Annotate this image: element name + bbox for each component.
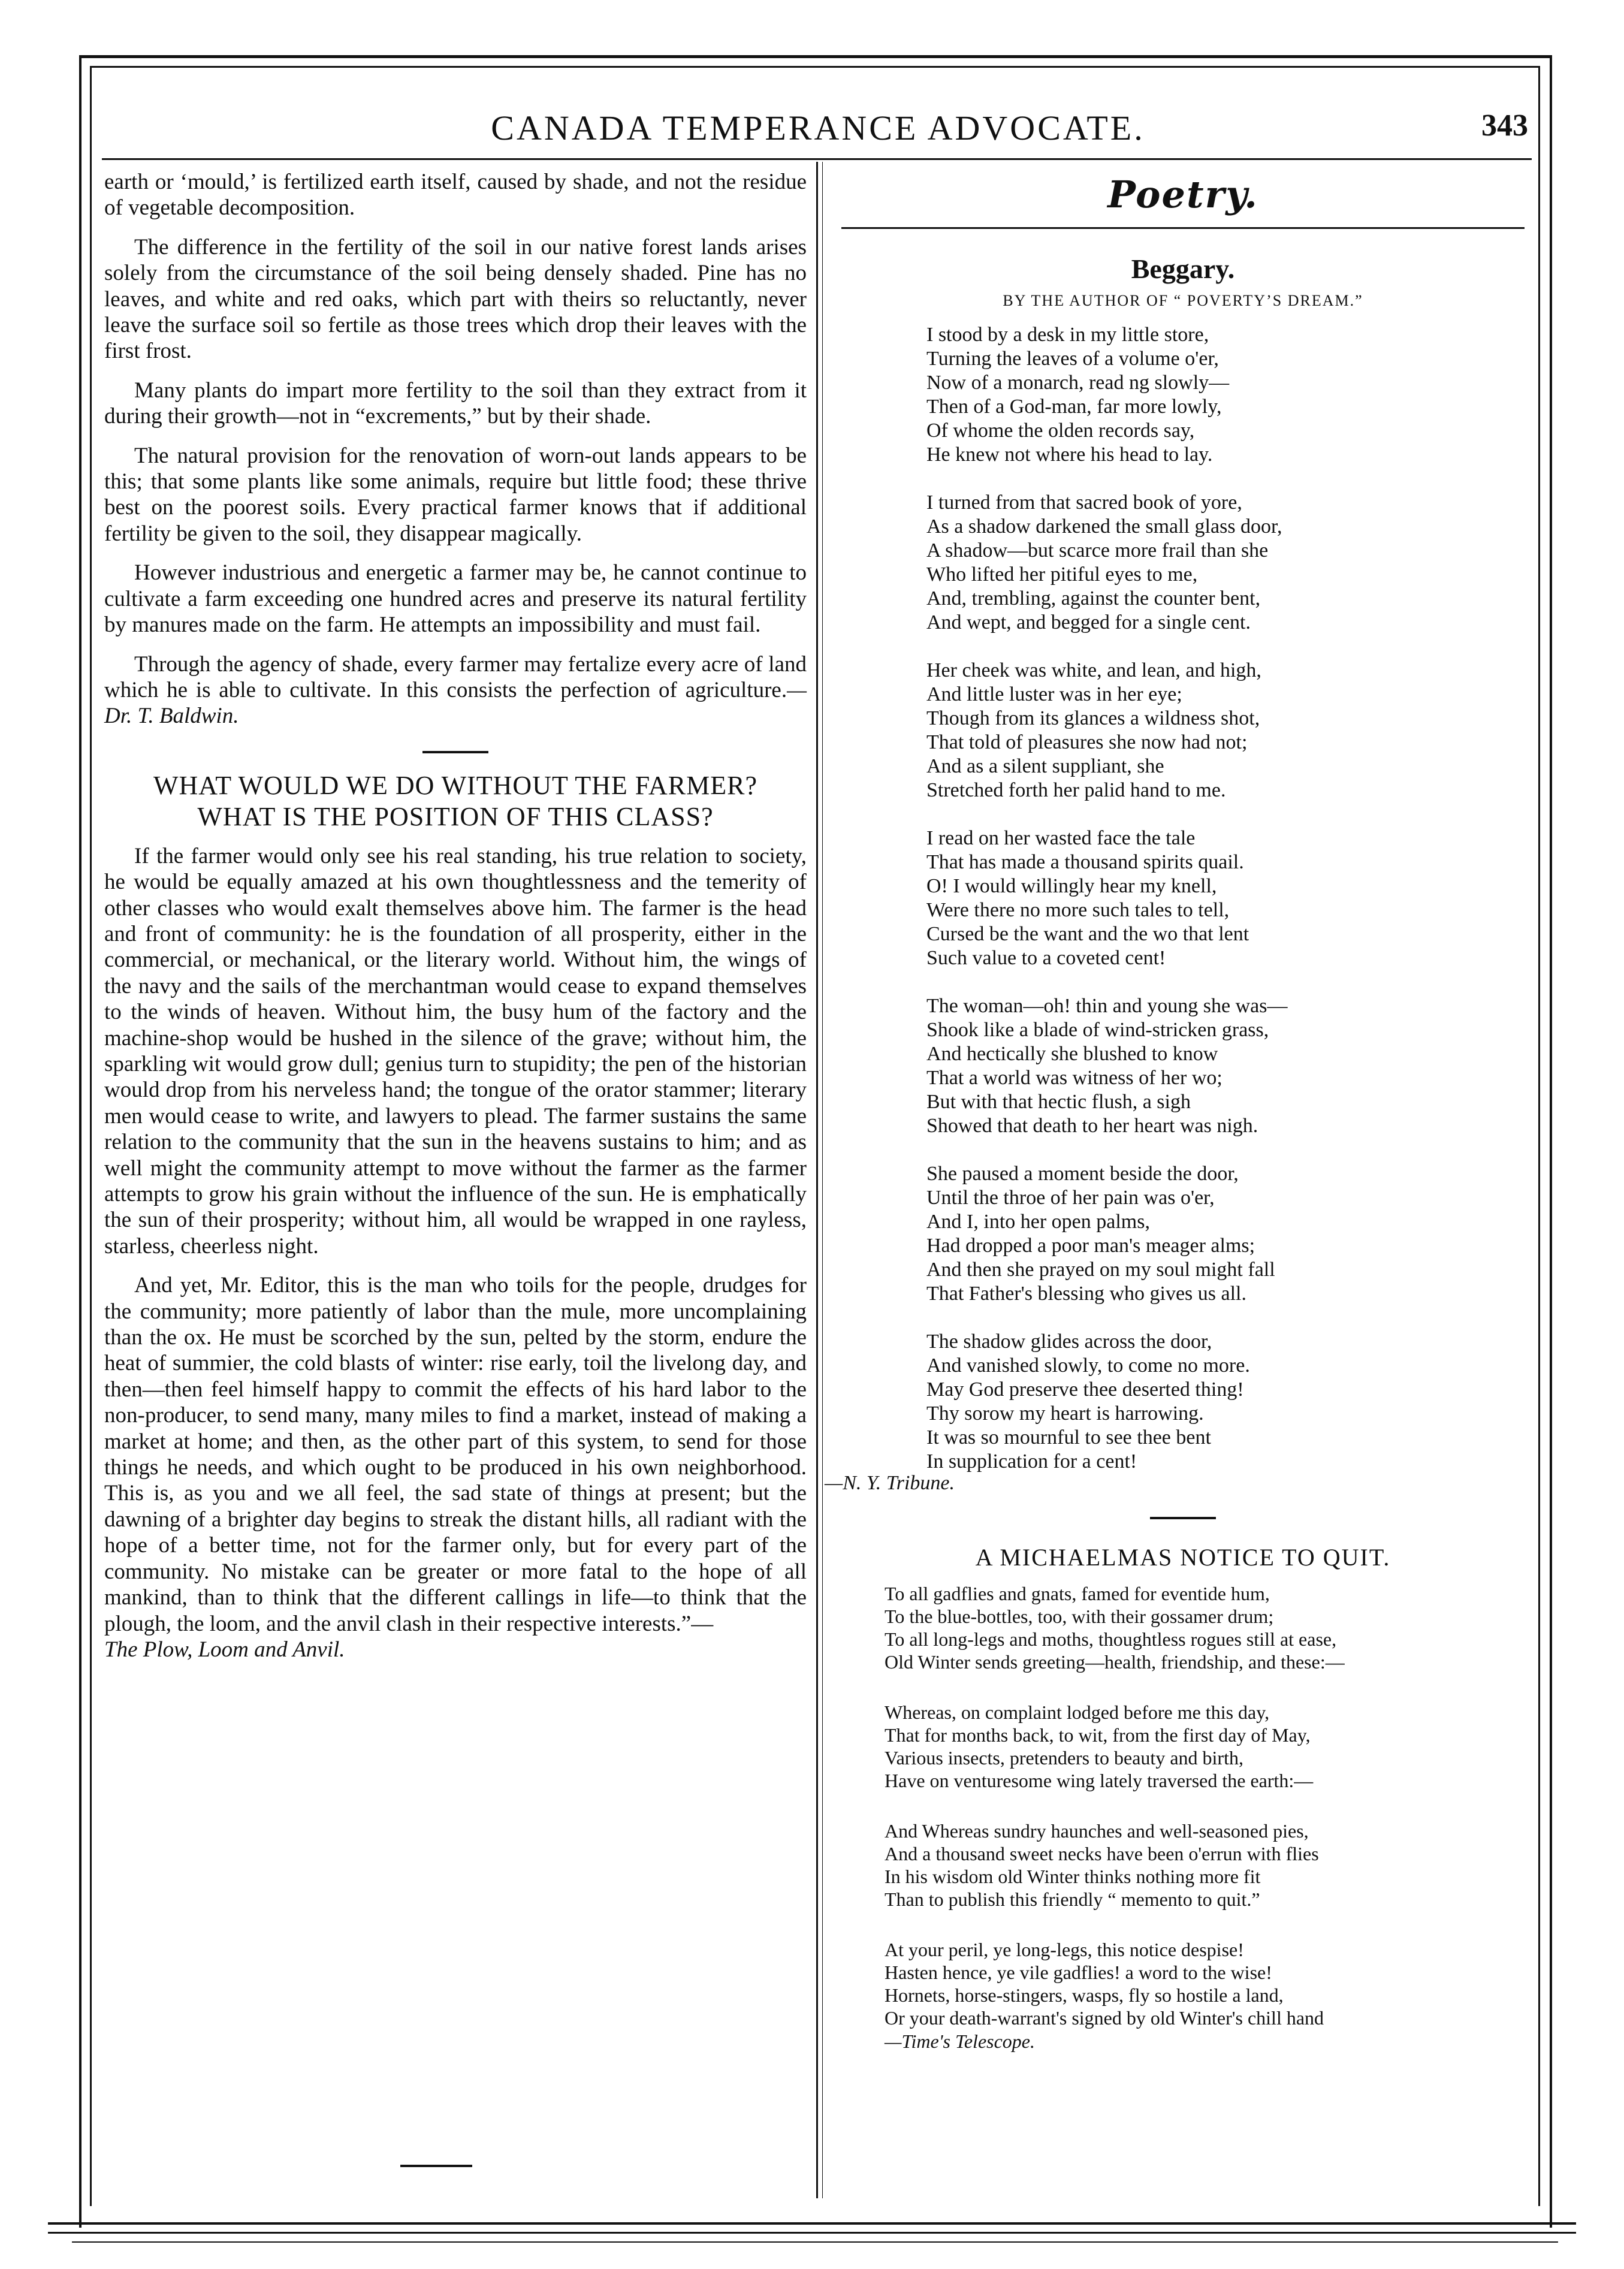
stanza [926, 1330, 1529, 1474]
header-rule [102, 158, 1532, 160]
poem-byline: BY THE AUTHOR OF “ POVERTY’S DREAM.” [1003, 292, 1363, 309]
publication-title: CANADA TEMPERANCE ADVOCATE. [491, 108, 1145, 147]
verse-line: Now of a monarch, read ng slowly— [926, 372, 1230, 394]
verse-line: Stretched forth her palid hand to me. [926, 779, 1226, 801]
verse-line: In supplication for a cent! [926, 1450, 1137, 1473]
section-divider [422, 751, 488, 753]
stanza [926, 323, 1529, 467]
verse-line: That for months back, to wit, from the first day of May, [885, 1724, 1311, 1746]
verse-line: And then she prayed on my soul might fall [926, 1259, 1275, 1281]
stanza [926, 1162, 1529, 1306]
author-credit: — Dr. T. Baldwin. [104, 677, 807, 729]
stanza [926, 659, 1529, 802]
verse-line: The shadow glides across the door, [926, 1330, 1212, 1353]
headline-line: WHAT IS THE POSITION OF THIS CLASS? [197, 801, 714, 831]
verse-line: He knew not where his head to lay. [926, 443, 1213, 466]
verse-line: To all gadflies and gnats, famed for eventide hum, [885, 1583, 1270, 1604]
stanza [885, 1582, 1529, 1673]
verse-line: A shadow—but scarce more frail than she [926, 539, 1269, 562]
verse-line: And, trembling, against the counter bent, [926, 587, 1261, 610]
verse-line: Of whome the olden records say, [926, 420, 1195, 442]
bottom-rule [48, 2222, 1576, 2225]
verse-line: She paused a moment beside the door, [926, 1163, 1239, 1185]
verse-line: That told of pleasures she now had not; [926, 731, 1248, 753]
verse-line: I stood by a desk in my little store, [926, 324, 1209, 346]
stanza [926, 994, 1529, 1138]
section-rule [841, 227, 1525, 229]
verse-line: In his wisdom old Winter thinks nothing more fit [885, 1866, 1261, 1887]
verse-line: Had dropped a poor man's meager alms; [926, 1235, 1255, 1257]
left-column [104, 169, 807, 1676]
paragraph: However industrious and energetic a farmer may be, he cannot continue to cultivate a farm exceeding one hundred acres and preserve its natural fertility by manures made on the farm. He attempts an impossibility and must fail. [104, 560, 807, 638]
bottom-rule [72, 2241, 1558, 2243]
verse-line: To all long-legs and moths, thoughtless rogues still at ease, [885, 1628, 1337, 1650]
bottom-rule [48, 2232, 1576, 2234]
verse-line: Whereas, on complaint lodged before me this day, [885, 1701, 1270, 1723]
verse-line: That a world was witness of her wo; [926, 1067, 1222, 1089]
verse-line: And little luster was in her eye; [926, 683, 1182, 705]
verse-line: It was so mournful to see thee bent [926, 1426, 1211, 1449]
paragraph: If the farmer would only see his real standing, his true relation to society, he would be equally amazed at his own thoughtlessness and the temerity of other classes who would exalt themselves above him. The farmer is the head and front of community: he is the foundation of all prosperity, either in the commercial, or mechanical, or the literary world. Without him, the wings of the navy and the sails of the merchantman would cease to expand themselves to the winds of heaven. Without him, the busy hum of the factory and the machine-shop would be hushed in the silence of the grave; without him, the sparkling wit would grow dull; genius turn to stupidity; the pen of the historian would drop from his nerveless hand; the tongue of the orator stammer; literary men would cease to write, and lawyers to plead. The farmer sustains the same relation to the community that the sun in the heavens sustains to him; and as well might the community attempt to move without the farmer as the farmer attempts to grow his grain without the influence of the sun. He is emphatically the sun of their prosperity; without him, all would be wrapped in one rayless, starless, cheerless night. [104, 843, 807, 1259]
paragraph: The difference in the fertility of the soil in our native forest lands arises solely from the circumstance of the soil being densely shaded. Pine has no leaves, and white and red oaks, which part with theirs so reluctantly, never leave the surface soil so fertile as those trees which drop their leaves with the first frost. [104, 234, 807, 364]
running-head [102, 108, 1534, 156]
source-credit-text: The Plow, Loom and Anvil. [104, 1637, 345, 1662]
poem-credit: —N. Y. Tribune. [825, 1472, 955, 1494]
section-divider [1150, 1517, 1216, 1519]
section-title: Poetry. [1107, 173, 1258, 216]
article-headline [104, 770, 807, 832]
headline-line: WHAT WOULD WE DO WITHOUT THE FARMER? [153, 770, 757, 800]
right-column [825, 169, 1529, 2053]
paragraph [104, 651, 807, 729]
verse-line: I turned from that sacred book of yore, [926, 491, 1242, 514]
verse-line: Such value to a coveted cent! [926, 947, 1166, 969]
paragraph-text: Through the agency of shade, every farmer may fertalize every acre of land which he is able to cultivate. In this consists the perfection of agriculture. [104, 651, 807, 702]
verse-line: And a thousand sweet necks have been o'errun with flies [885, 1843, 1319, 1864]
verse-line: Old Winter sends greeting—health, friendship, and these:— [885, 1651, 1345, 1673]
verse-line: The woman—oh! thin and young she was— [926, 995, 1288, 1017]
verse-line: O! I would willingly hear my knell, [926, 875, 1217, 897]
verse-line: That has made a thousand spirits quail. [926, 851, 1244, 873]
source-credit [104, 1637, 807, 1662]
verse-line: Shook like a blade of wind-stricken grass, [926, 1019, 1269, 1041]
paragraph: Many plants do impart more fertility to the soil than they extract from it during their growth—not in “excrements,” but by their shade. [104, 378, 807, 429]
verse-line: Hasten hence, ye vile gadflies! a word to the wise! [885, 1962, 1272, 1983]
stanza [885, 1820, 1529, 1911]
verse-line: At your peril, ye long-legs, this notice despise! [885, 1939, 1244, 1960]
verse-line: Or your death-warrant's signed by old Winter's chill hand [885, 2007, 1324, 2029]
verse-line: Until the throe of her pain was o'er, [926, 1187, 1215, 1209]
verse-line: That Father's blessing who gives us all. [926, 1283, 1247, 1305]
poem-body [837, 323, 1529, 1474]
paragraph: And yet, Mr. Editor, this is the man who toils for the people, drudges for the community; more patiently of labor than the mule, more uncomplaining than the ox. He must be scorched by the sun, pelted by the storm, endure the heat of summier, the cold blasts of winter: rise early, toil the livelong day, and then—then feel himself happy to commit the effects of his hard labor to the non-producer, to send many, many miles to find a market, instead of making a market at home; and then, as the other part of this system, to send for those things he needs, and which ought to be produced in his own neighborhood. This is, as you and we all feel, the sad state of things at present; but the dawning of a brighter day begins to streak the distant hills, all radiant with the hope of a better time, not for the farmer only, but for every part of the community. No mistake can be greater or more fatal to the hope of all mankind, than to think that the different callings in life—to think that the plough, the loom, and the anvil clash in their respective interests.”— [104, 1273, 807, 1636]
page-number: 343 [1481, 108, 1528, 143]
verse-line: And as a silent suppliant, she [926, 755, 1164, 777]
column-divider [816, 162, 818, 2198]
poem-title: Beggary. [1131, 254, 1235, 284]
stanza [926, 826, 1529, 970]
verse-line: Then of a God-man, far more lowly, [926, 396, 1222, 418]
verse-line: Though from its glances a wildness shot, [926, 707, 1260, 729]
verse-line: And hectically she blushed to know [926, 1043, 1218, 1065]
verse-line: May God preserve thee deserted thing! [926, 1378, 1244, 1401]
column-divider [822, 162, 823, 2198]
stanza [885, 1938, 1529, 2029]
verse-line: Her cheek was white, and lean, and high, [926, 659, 1261, 681]
verse-line: Than to publish this friendly “ memento to quit.” [885, 1888, 1260, 1910]
poem-title: A MICHAELMAS NOTICE TO QUIT. [975, 1544, 1391, 1571]
verse-line: But with that hectic flush, a sigh [926, 1091, 1191, 1113]
verse-line: Hornets, horse-stingers, wasps, fly so hostile a land, [885, 1984, 1284, 2006]
verse-line: To the blue-bottles, too, with their gossamer drum; [885, 1606, 1274, 1627]
verse-line: And I, into her open palms, [926, 1211, 1150, 1233]
verse-line: Who lifted her pitiful eyes to me, [926, 563, 1198, 586]
verse-line: Various insects, pretenders to beauty and birth, [885, 1747, 1243, 1769]
stanza [885, 1701, 1529, 1792]
verse-line: As a shadow darkened the small glass door, [926, 515, 1282, 538]
verse-line: I read on her wasted face the tale [926, 827, 1196, 849]
verse-line: And vanished slowly, to come no more. [926, 1354, 1250, 1377]
poem-credit: —Time's Telescope. [885, 2030, 1035, 2052]
verse-line: Were there no more such tales to tell, [926, 899, 1230, 921]
column-end-rule [400, 2165, 472, 2167]
verse-line: And wept, and begged for a single cent. [926, 611, 1251, 633]
verse-line: Thy sorow my heart is harrowing. [926, 1402, 1204, 1425]
verse-line: Cursed be the want and the wo that lent [926, 923, 1249, 945]
verse-line: And Whereas sundry haunches and well-seasoned pies, [885, 1820, 1309, 1842]
paragraph: earth or ‘mould,’ is fertilized earth itself, caused by shade, and not the residue of vegetable decomposition. [104, 170, 807, 221]
verse-line: Turning the leaves of a volume o'er, [926, 348, 1219, 370]
verse-line: Showed that death to her heart was nigh. [926, 1115, 1258, 1137]
poem-body [837, 1582, 1529, 2029]
paragraph: The natural provision for the renovation of worn-out lands appears to be this; that some plants like some animals, require but little food; these thrive best on the poorest soils. Every practical farmer knows that if additional fertility be given to the soil, they disappear magically. [104, 443, 807, 546]
stanza [926, 491, 1529, 635]
verse-line: Have on venturesome wing lately traversed the earth:— [885, 1770, 1314, 1791]
